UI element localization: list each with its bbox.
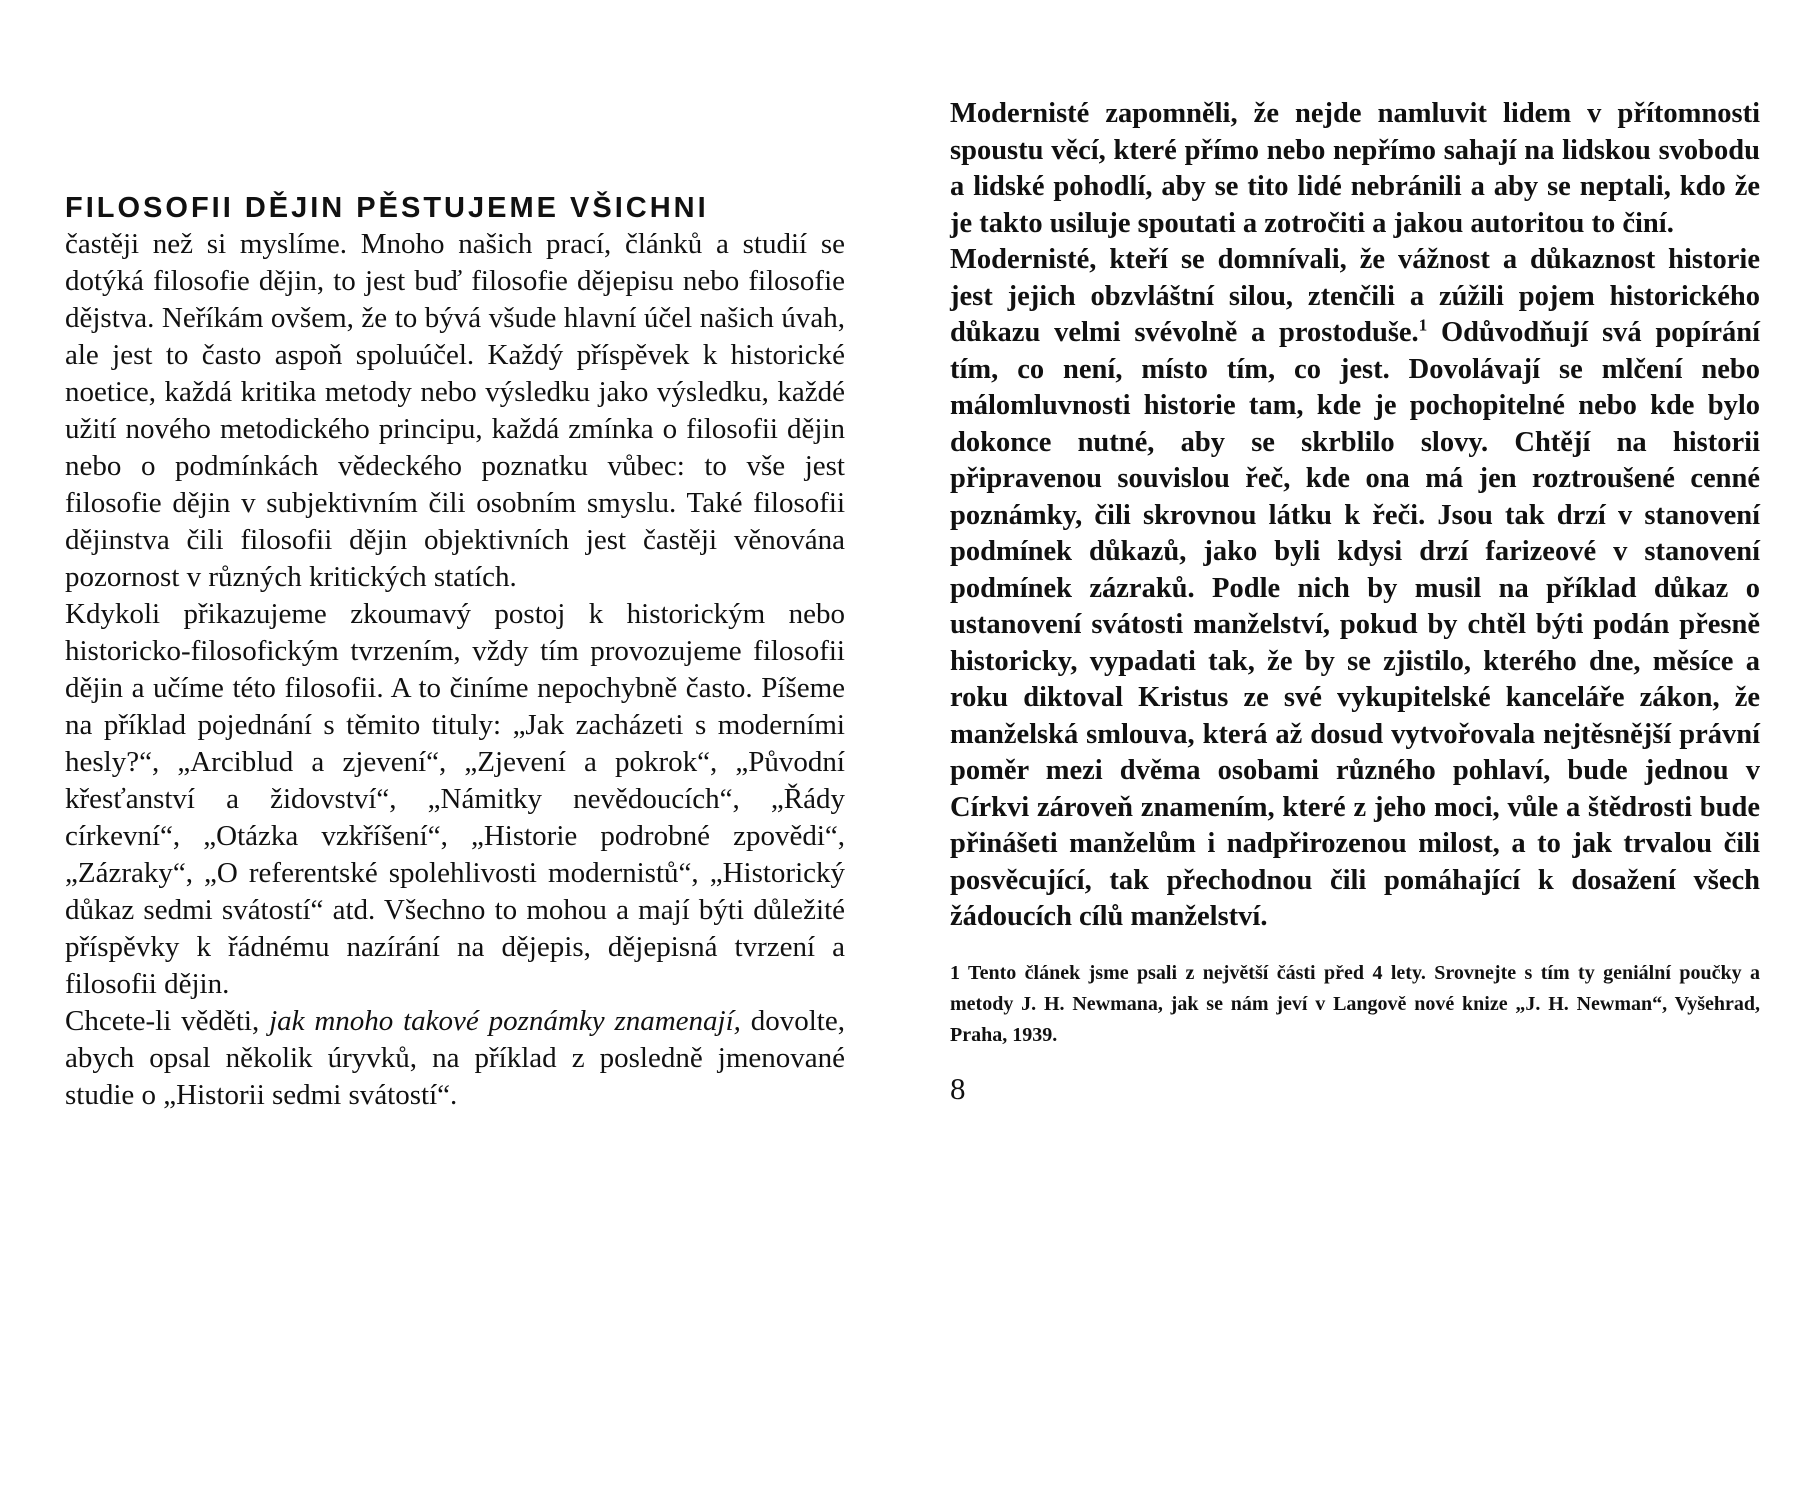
footnote: 1 Tento článek jsme psali z největší části před 4 lety. Srovnejte s tím ty geniální poučky a metody J. H. Newmana, jak se nám jeví v Langově nové knize „J. H. Newman“, Vyšehrad, Praha, 1939. <box>950 961 1760 1046</box>
left-paragraph-1: častěji než si myslíme. Mnoho našich prací, článků a studií se dotýká filosofie dějin, to jest buď filosofie dějepisu nebo filosofie dějstva. Neříkám ovšem, že to bývá všude hlavní účel našich úvah, ale jest to často aspoň spoluúčel. Každý příspěvek k historické noetice, každá kritika metody nebo výsledku jako výsledku, každé užití nového metodického principu, každá zmínka o filosofii dějin nebo o podmínkách vědeckého poznatku vůbec: to vše jest filosofie dějin v subjektivním čili osobním smyslu. Také filosofii dějinstva čili filosofii dějin objektivních jest častěji věnována pozornost v různých kritických statích. <box>65 228 845 593</box>
footnote-marker: 1 <box>1418 315 1428 335</box>
right-paragraph-2-end: Odůvodňují svá popírání tím, co není, místo tím, co jest. Dovolávají se mlčení nebo málomluvnosti historie tam, kde je pochopitelné nebo kde bylo dokonce nutné, aby se skrblilo slovy. Chtějí na historii připravenou souvislou řeč, kde ona má jen roztroušené cenné poznámky, čili skrovnou látku k řeči. Jsou tak drzí v stanovení podmínek důkazů, jako byli kdysi drzí farizeové v stanovení podmínek zázraků. Podle nich by musil na příklad důkaz o ustanovení svátosti manželství, pokud by chtěl býti podán přesně historicky, vypadati tak, že by se zjistilo, kterého dne, měsíce a roku diktoval Kristus ze své vykupitelské kanceláře zákon, že manželská smlouva, která až dosud vytvořovala nejtěsnější právní poměr mezi dvěma osobami různého pohlaví, bude jednou v Církvi zároveň znamením, které z jeho moci, vůle a štědrosti bude přinášeti manželům i nadpřirozenou milost, a to jak trvalou čili posvěcující, tak přechodnou čili pomáhající k dosažení všech žádoucích cílů manželství. <box>950 317 1760 932</box>
left-paragraph-3-end: dovolte, abych opsal několik úryvků, na příklad z posledně jmenované studie o „Historii sedmi svátostí“. <box>65 1005 845 1111</box>
left-paragraph-2: Kdykoli přikazujeme zkoumavý postoj k historickým nebo historicko-filosofickým tvrzením, vždy tím provozujeme filosofii dějin a učíme této filosofii. A to činíme nepochybně často. Píšeme na příklad pojednání s těmito tituly: „Jak zacházeti s moderními hesly?“, „Arciblud a zjevení“, „Zjevení a pokrok“, „Původní křesťanství a židovství“, „Námitky nevědoucích“, „Řády církevní“, „Otázka vzkříšení“, „Historie podrobné zpovědi“, „Zázraky“, „O referentské spolehlivosti modernistů“, „Historický důkaz sedmi svátostí“ atd. Všechno to mohou a mají býti důležité příspěvky k řádnému nazírání na dějepis, dějepisná tvrzení a filosofii dějin. <box>65 598 845 1000</box>
right-paragraph-1: Modernisté zapomněli, že nejde namluvit lidem v přítomnosti spoustu věcí, které přímo nebo nepřímo sahají na lidskou svobodu a lidské pohodlí, aby se tito lidé nebránili a aby se neptali, kdo že je takto usiluje spoutati a zotročiti a jakou autoritou to činí. <box>950 98 1760 239</box>
chapter-heading: FILOSOFII DĚJIN PĚSTUJEME VŠICHNI <box>65 192 709 224</box>
right-page <box>950 96 1760 1107</box>
page-number: 8 <box>950 1070 966 1106</box>
left-paragraph-3 <box>65 1003 845 1114</box>
right-paragraph-2-start: Modernisté, kteří se domnívali, že vážnost a důkaznost historie jest jejich obzvláštní silou, ztenčili a zúžili pojem historického důkazu velmi svévolně a prostoduše. <box>950 244 1760 348</box>
left-paragraph-3-start: Chcete-li věděti, <box>65 1005 260 1037</box>
left-paragraph-3-italic: jak mnoho takové poznámky znamenají, <box>269 1005 741 1037</box>
right-paragraph-2 <box>950 242 1760 936</box>
left-page <box>65 190 845 1114</box>
